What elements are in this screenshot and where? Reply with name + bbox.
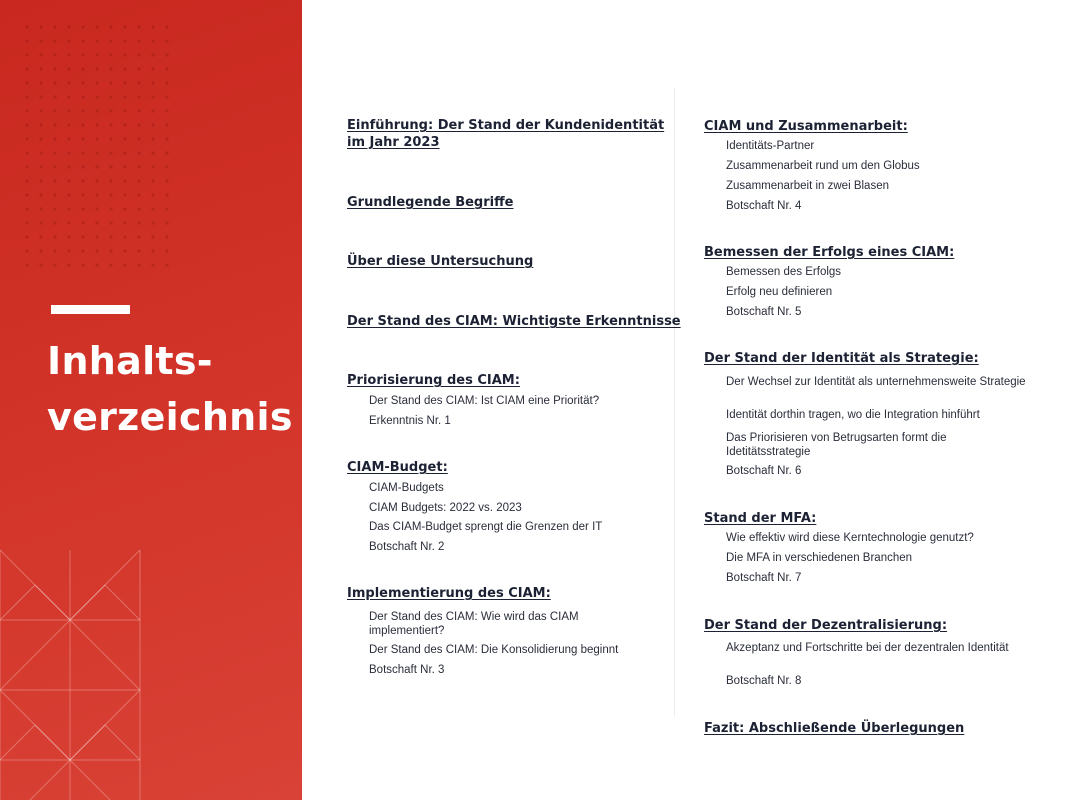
toc-heading-bemessen-erfolg[interactable]: Bemessen der Erfolgs eines CIAM: [704, 245, 955, 260]
toc-item[interactable]: CIAM Budgets: 2022 vs. 2023 [369, 502, 522, 514]
toc-item[interactable]: Botschaft Nr. 2 [369, 541, 445, 553]
toc-item[interactable]: Botschaft Nr. 7 [726, 572, 802, 584]
title-line-2: verzeichnis [47, 395, 293, 439]
toc-item[interactable]: Botschaft Nr. 3 [369, 664, 445, 676]
toc-heading-grundlegende-begriffe[interactable]: Grundlegende Begriffe [347, 195, 514, 210]
geometric-line-pattern [0, 540, 160, 800]
toc-item[interactable]: Der Stand des CIAM: Wie wird das CIAM implementiert? [369, 611, 579, 637]
toc-heading-ciam-budget[interactable]: CIAM-Budget: [347, 460, 448, 475]
title-line-1: Inhalts- [47, 339, 213, 383]
toc-heading-implementierung[interactable]: Implementierung des CIAM: [347, 586, 551, 601]
toc-item[interactable]: Die MFA in verschiedenen Branchen [726, 552, 913, 564]
toc-item[interactable]: Der Stand des CIAM: Die Konsolidierung beginnt [369, 644, 619, 656]
toc-item[interactable]: Botschaft Nr. 8 [726, 675, 802, 687]
toc-item[interactable]: Botschaft Nr. 5 [726, 306, 802, 318]
toc-item[interactable]: Das CIAM-Budget sprengt die Grenzen der IT [369, 521, 603, 533]
toc-heading-dezentralisierung[interactable]: Der Stand der Dezentralisierung: [704, 618, 948, 633]
toc-item[interactable]: Akzeptanz und Fortschritte bei der dezentralen Identität [726, 642, 1009, 654]
toc-item[interactable]: Der Stand des CIAM: Ist CIAM eine Priorität? [369, 395, 600, 407]
toc-item[interactable]: Identitäts-Partner [726, 140, 815, 152]
toc-item[interactable]: Botschaft Nr. 6 [726, 465, 802, 477]
toc-heading-ueber-untersuchung[interactable]: Über diese Untersuchung [347, 254, 534, 269]
title-accent-bar [51, 305, 130, 314]
dot-grid-pattern [20, 20, 170, 270]
toc-heading-zusammenarbeit[interactable]: CIAM und Zusammenarbeit: [704, 119, 908, 134]
toc-item[interactable]: Erkenntnis Nr. 1 [369, 415, 451, 427]
sidebar-panel [0, 0, 302, 800]
toc-item[interactable]: Bemessen des Erfolgs [726, 266, 842, 278]
toc-item[interactable]: Botschaft Nr. 4 [726, 200, 802, 212]
toc-item[interactable]: Wie effektiv wird diese Kerntechnologie genutzt? [726, 532, 974, 544]
page-title [47, 333, 293, 445]
toc-item[interactable]: Zusammenarbeit in zwei Blasen [726, 180, 889, 192]
toc-item[interactable]: Das Priorisieren von Betrugsarten formt die Idetitätsstrategie [726, 432, 947, 458]
toc-item[interactable]: Erfolg neu definieren [726, 286, 833, 298]
toc-heading-identitaet-strategie[interactable]: Der Stand der Identität als Strategie: [704, 351, 979, 366]
toc-heading-wichtigste-erkenntnisse[interactable]: Der Stand des CIAM: Wichtigste Erkenntnisse [347, 314, 681, 329]
toc-item[interactable]: Identität dorthin tragen, wo die Integration hinführt [726, 409, 980, 421]
toc-heading-fazit[interactable]: Fazit: Abschließende Überlegungen [704, 721, 965, 736]
toc-item[interactable]: Zusammenarbeit rund um den Globus [726, 160, 920, 172]
toc-heading-stand-mfa[interactable]: Stand der MFA: [704, 511, 817, 526]
toc-heading-einfuehrung[interactable]: Einführung: Der Stand der Kundenidentität im Jahr 2023 [347, 118, 665, 150]
column-divider [674, 88, 675, 716]
toc-heading-priorisierung[interactable]: Priorisierung des CIAM: [347, 373, 520, 388]
toc-item[interactable]: Der Wechsel zur Identität als unternehmensweite Strategie [726, 376, 1026, 388]
toc-item[interactable]: CIAM-Budgets [369, 482, 444, 494]
